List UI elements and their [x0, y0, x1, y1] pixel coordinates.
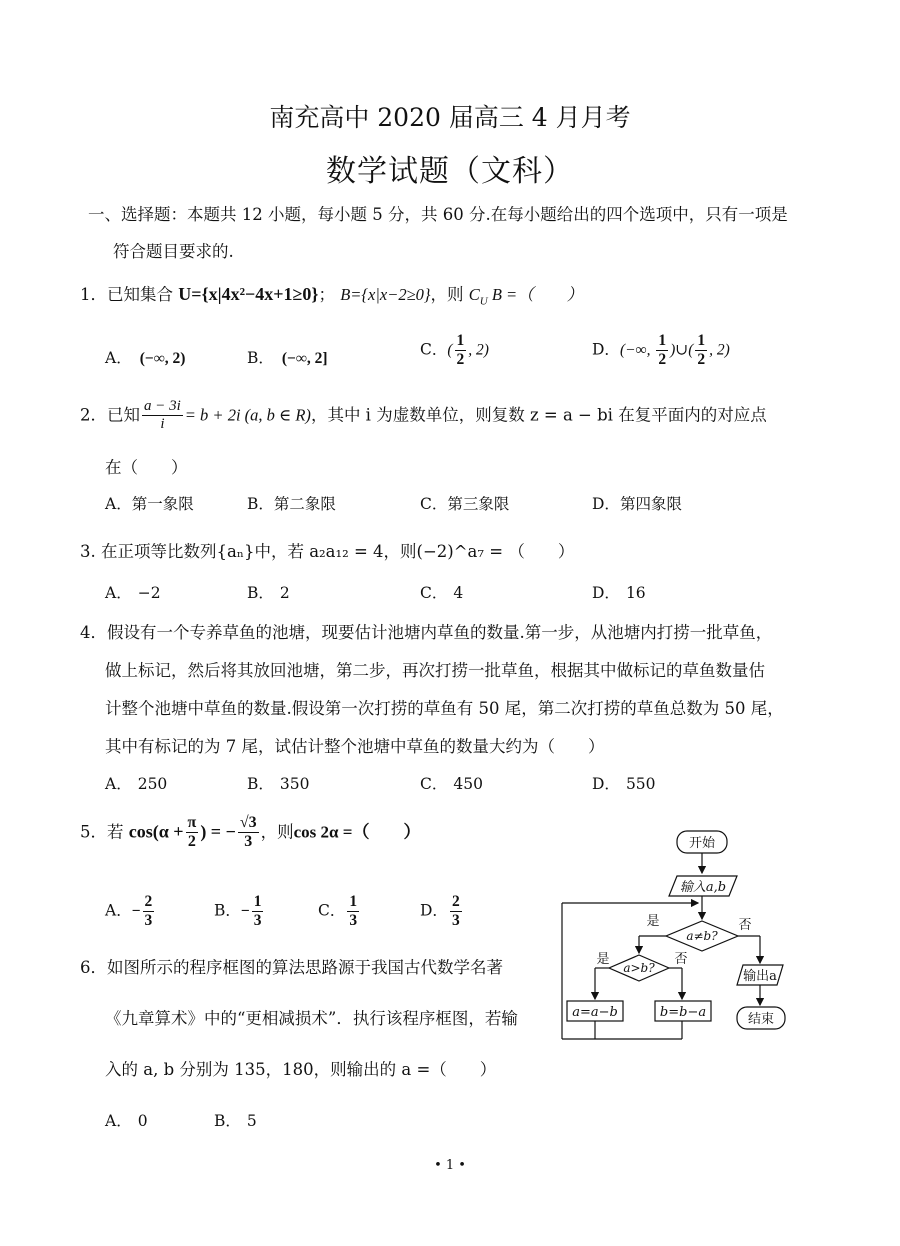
q5-option-a[interactable]: A．− $\frac{2}{3}$ [105, 893, 153, 929]
q4-option-c[interactable]: C． 450 [420, 775, 483, 793]
q1-sep: ； [318, 285, 335, 304]
q1-complement: $C_U$ B =（ ） [468, 285, 584, 308]
flow-output-label: 输出a [743, 969, 777, 984]
section-heading-cont: 符合题目要求的. [113, 242, 234, 261]
exam-subtitle: 数学试题（文科） [326, 154, 574, 189]
q2-option-a[interactable]: A．第一象限 [105, 495, 194, 513]
q2-option-c[interactable]: C．第三象限 [420, 495, 510, 513]
q1-option-d[interactable]: D．(−∞, $\frac{1}{2}$ )∪( $\frac{1}{2}$ , 2) [592, 332, 730, 368]
q1-pre: 已知集合 [107, 285, 173, 304]
q4-option-a[interactable]: A． 250 [105, 775, 168, 793]
q4-option-b[interactable]: B． 350 [247, 775, 310, 793]
flow-no2-label: 否 [674, 952, 688, 967]
question-1 [80, 281, 583, 307]
flow-yes1-label: 是 [646, 914, 660, 929]
q4-option-d[interactable]: D． 550 [592, 775, 656, 793]
question-3: 3. 在正项等比数列{aₙ}中，若 a₂a₁₂ = 4，则(−2)^a₇ = （ ） [80, 542, 575, 561]
flow-no1-label: 否 [738, 918, 752, 933]
q2-option-b[interactable]: B．第二象限 [247, 495, 336, 513]
q6-option-a[interactable]: A． 0 [105, 1112, 148, 1130]
flow-end-label: 结束 [747, 1012, 775, 1027]
question-4-line-4: 其中有标记的为 7 尾，试估计整个池塘中草鱼的数量大约为（ ） [105, 737, 605, 756]
q1-option-a[interactable]: A． (−∞, 2) [105, 349, 186, 367]
q1-set-u: U={x|4x²−4x+1≥0} [178, 284, 319, 304]
q3-option-c[interactable]: C． 4 [420, 584, 464, 602]
algorithm-flowchart [555, 825, 805, 1050]
q2-option-d[interactable]: D．第四象限 [592, 495, 682, 513]
question-2: 2．已知 $\frac{a - 3i}{i}$ = b + 2i (a, b ∈ R)，其中 i 为虚数单位，则复数 z = a − bi 在复平面内的对应点 [80, 398, 767, 433]
q5-option-b[interactable]: B．− $\frac{1}{3}$ [214, 893, 262, 929]
q1-option-b[interactable]: B． (−∞, 2] [247, 349, 328, 367]
q3-option-a[interactable]: A． −2 [105, 584, 161, 602]
q5-option-d[interactable]: D． $\frac{2}{3}$ [420, 893, 460, 929]
q1-set-b: B={x|x−2≥0} [340, 285, 431, 304]
question-4-line-1: 4．假设有一个专养草鱼的池塘，现要估计池塘内草鱼的数量.第一步，从池塘内打捞一批草鱼， [80, 623, 773, 642]
q6-option-b[interactable]: B． 5 [214, 1112, 257, 1130]
flow-box-left-label: a=a−b [572, 1005, 618, 1020]
question-5: 5．若 cos(α + $\frac{\pi}{2}$ ) = − $\frac{√3}{3}$ ，则cos 2α =（ ） [80, 814, 421, 851]
flow-cond2-label: a>b? [623, 961, 655, 975]
question-4-line-3: 计整个池塘中草鱼的数量.假设第一次打捞的草鱼有 50 尾，第二次打捞的草鱼总数为 50 尾， [105, 699, 784, 718]
q1-number: 1． [80, 285, 107, 304]
q1-post: ，则 [430, 285, 464, 304]
q5-option-c[interactable]: C． $\frac{1}{3}$ [318, 893, 358, 929]
question-6-line-1: 6．如图所示的程序框图的算法思路源于我国古代数学名著 [80, 958, 503, 977]
flow-input-label: 输入a,b [679, 880, 727, 895]
q1-option-c[interactable]: C．( $\frac{1}{2}$ , 2) [420, 332, 489, 368]
question-2-cont: 在（ ） [105, 458, 188, 477]
question-6-line-2: 《九章算术》中的“更相减损术”．执行该程序框图，若输 [105, 1009, 518, 1028]
flow-start-label: 开始 [688, 836, 716, 851]
q3-option-b[interactable]: B． 2 [247, 584, 290, 602]
flow-yes2-label: 是 [596, 952, 610, 967]
question-6-line-3: 入的 a, b 分别为 135，180，则输出的 a =（ ） [105, 1060, 497, 1079]
question-4-line-2: 做上标记，然后将其放回池塘，第二步，再次打捞一批草鱼，根据其中做标记的草鱼数量估 [105, 661, 765, 680]
flow-cond1-label: a≠b? [686, 929, 718, 943]
page-number: • 1 • [434, 1158, 466, 1173]
exam-title: 南充高中 2020 届高三 4 月月考 [269, 103, 631, 132]
flow-box-right-label: b=b−a [659, 1005, 707, 1020]
section-heading: 一、选择题：本题共 12 小题，每小题 5 分，共 60 分.在每小题给出的四个选项中，只有一项是 [88, 205, 788, 224]
q3-option-d[interactable]: D． 16 [592, 584, 646, 602]
